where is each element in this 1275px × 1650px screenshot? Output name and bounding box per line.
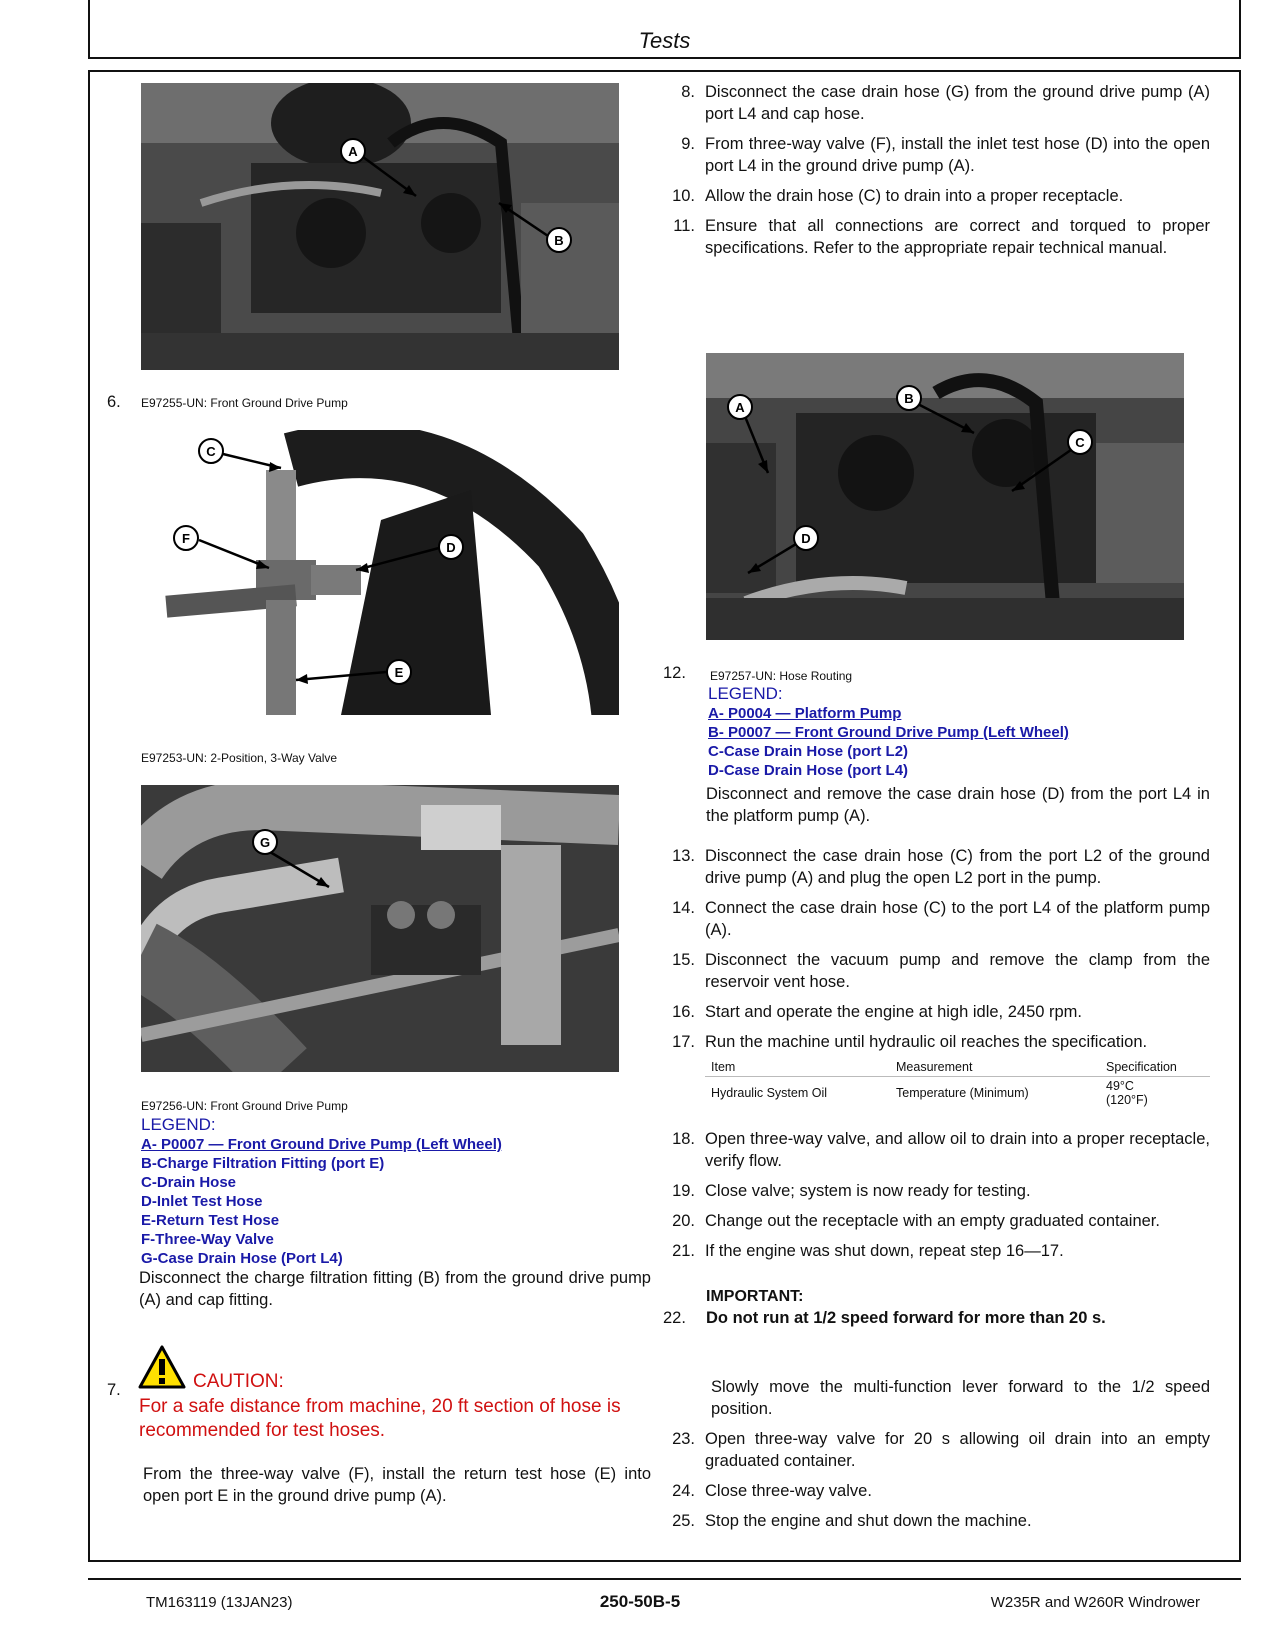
callout-label: A [735,400,745,415]
legend-item: B-Charge Filtration Fitting (port E) [141,1155,385,1172]
figure-caption: E97253-UN: 2-Position, 3-Way Valve [141,751,338,765]
legend-item: G-Case Drain Hose (Port L4) [141,1250,343,1267]
fig1-callouts [141,83,619,370]
callout-label: F [182,531,190,546]
legend-item: C-Case Drain Hose (port L2) [708,743,909,760]
step-13: 13. Disconnect the case drain hose (C) from the port L2 of the ground drive pump (A) and plug the open L2 port in the pump. [672,847,1210,887]
footer-rule [88,1578,1241,1580]
step-25: 25. Stop the engine and shut down the machine. [672,1512,1032,1530]
footer-product: W235R and W260R Windrower [990,1594,1200,1611]
legend-item: E-Return Test Hose [141,1212,280,1229]
legend-item-link[interactable]: B- P0007 — Front Ground Drive Pump (Left Wheel) [708,724,1069,741]
step-12-text: Disconnect and remove the case drain hose (D) from the port L4 in the platform pump (A). [706,785,1210,825]
warning-triangle-icon [138,1345,186,1389]
footer-doc-id: TM163119 (13JAN23) [146,1594,293,1611]
legend-item: C-Drain Hose [141,1174,237,1191]
step-number: 7. [107,1381,121,1399]
step-21: 21. If the engine was shut down, repeat step 16—17. [672,1242,1064,1260]
callout-label: D [801,531,811,546]
steps-23-25 [661,1428,1210,1532]
step-8: 8. Disconnect the case drain hose (G) from the ground drive pump (A) port L4 and cap hose. [681,83,1210,123]
table-cell: (120°F) [1106,1093,1148,1107]
step-14: 14. Connect the case drain hose (C) to the port L4 of the platform pump (A). [672,899,1210,939]
callout-label: G [259,835,271,850]
caution-title: CAUTION: [193,1371,284,1392]
fig4-callouts [706,353,1184,640]
caution-text: For a safe distance from machine, 20 ft section of hose is recommended for test hoses. [139,1396,621,1441]
callout-label: C [1075,435,1085,450]
fig3-callouts [141,785,619,1072]
table-cell: 49°C [1106,1079,1134,1093]
step-9: 9. From three-way valve (F), install the inlet test hose (D) into the open port L4 in the ground drive pump (A). [681,135,1210,175]
step-number: 22. [663,1309,686,1327]
legend-item: F-Three-Way Valve [141,1231,274,1248]
callout-label: D [446,540,456,555]
step-19: 19. Close valve; system is now ready for testing. [672,1182,1031,1200]
step-22-text: Slowly move the multi-function lever forward to the 1/2 speed position. [711,1378,1210,1418]
steps-8-11 [661,81,1210,259]
spec-table [705,1058,1210,1109]
step-24: 24. Close three-way valve. [672,1482,872,1500]
important-title: IMPORTANT: [706,1288,804,1305]
legend-title: LEGEND: [141,1115,216,1134]
footer-page-number: 250-50B-5 [599,1592,681,1611]
legend-item-link[interactable]: A- P0004 — Platform Pump [708,705,902,722]
table-cell: Hydraulic System Oil [711,1086,827,1100]
legend-item: D-Case Drain Hose (port L4) [708,762,909,779]
table-header: Measurement [890,1058,1100,1077]
figure-caption: E97256-UN: Front Ground Drive Pump [141,1099,348,1113]
figure-caption: E97257-UN: Hose Routing [710,669,853,683]
callout-label: C [206,444,216,459]
fig2-callouts [141,430,619,715]
steps-18-21 [661,1128,1210,1262]
legend-title: LEGEND: [708,684,783,703]
step-number: 12. [663,664,686,682]
step-16: 16. Start and operate the engine at high idle, 2450 rpm. [672,1003,1083,1021]
step-10: 10. Allow the drain hose (C) to drain into a proper receptacle. [672,187,1124,205]
step-17: 17. Run the machine until hydraulic oil reaches the specification. [672,1033,1148,1051]
step-7-text: From the three-way valve (F), install the return test hose (E) into open port E in the ground drive pump (A). [143,1465,651,1505]
step-15: 15. Disconnect the vacuum pump and remove the clamp from the reservoir vent hose. [672,951,1210,991]
step-22-important-text: Do not run at 1/2 speed forward for more than 20 s. [706,1309,1106,1327]
step-6-text: Disconnect the charge filtration fitting (B) from the ground drive pump (A) and cap fitting. [139,1269,651,1309]
legend-item: D-Inlet Test Hose [141,1193,263,1210]
table-cell: Temperature (Minimum) [896,1086,1029,1100]
table-header: Item [705,1058,890,1077]
callout-label: B [554,233,564,248]
step-11: 11. Ensure that all connections are correct and torqued to proper specifications. Refer to the appropriate repair technical manual. [673,217,1210,257]
legend-2 [708,684,1069,780]
page-title: Tests [638,28,691,53]
step-18: 18. Open three-way valve, and allow oil to drain into a proper receptacle, verify flow. [672,1130,1210,1170]
callout-label: E [394,665,404,680]
step-20: 20. Change out the receptacle with an empty graduated container. [672,1212,1160,1230]
legend-1 [141,1115,502,1268]
steps-13-17 [661,845,1210,1053]
step-number: 6. [107,393,121,411]
callout-label: A [348,144,358,159]
figure-caption: E97255-UN: Front Ground Drive Pump [141,396,348,410]
step-23: 23. Open three-way valve for 20 s allowing oil drain into an empty graduated container. [672,1430,1210,1470]
callout-label: B [904,391,914,406]
legend-item-link[interactable]: A- P0007 — Front Ground Drive Pump (Left Wheel) [141,1136,502,1153]
table-header: Specification [1100,1058,1210,1077]
